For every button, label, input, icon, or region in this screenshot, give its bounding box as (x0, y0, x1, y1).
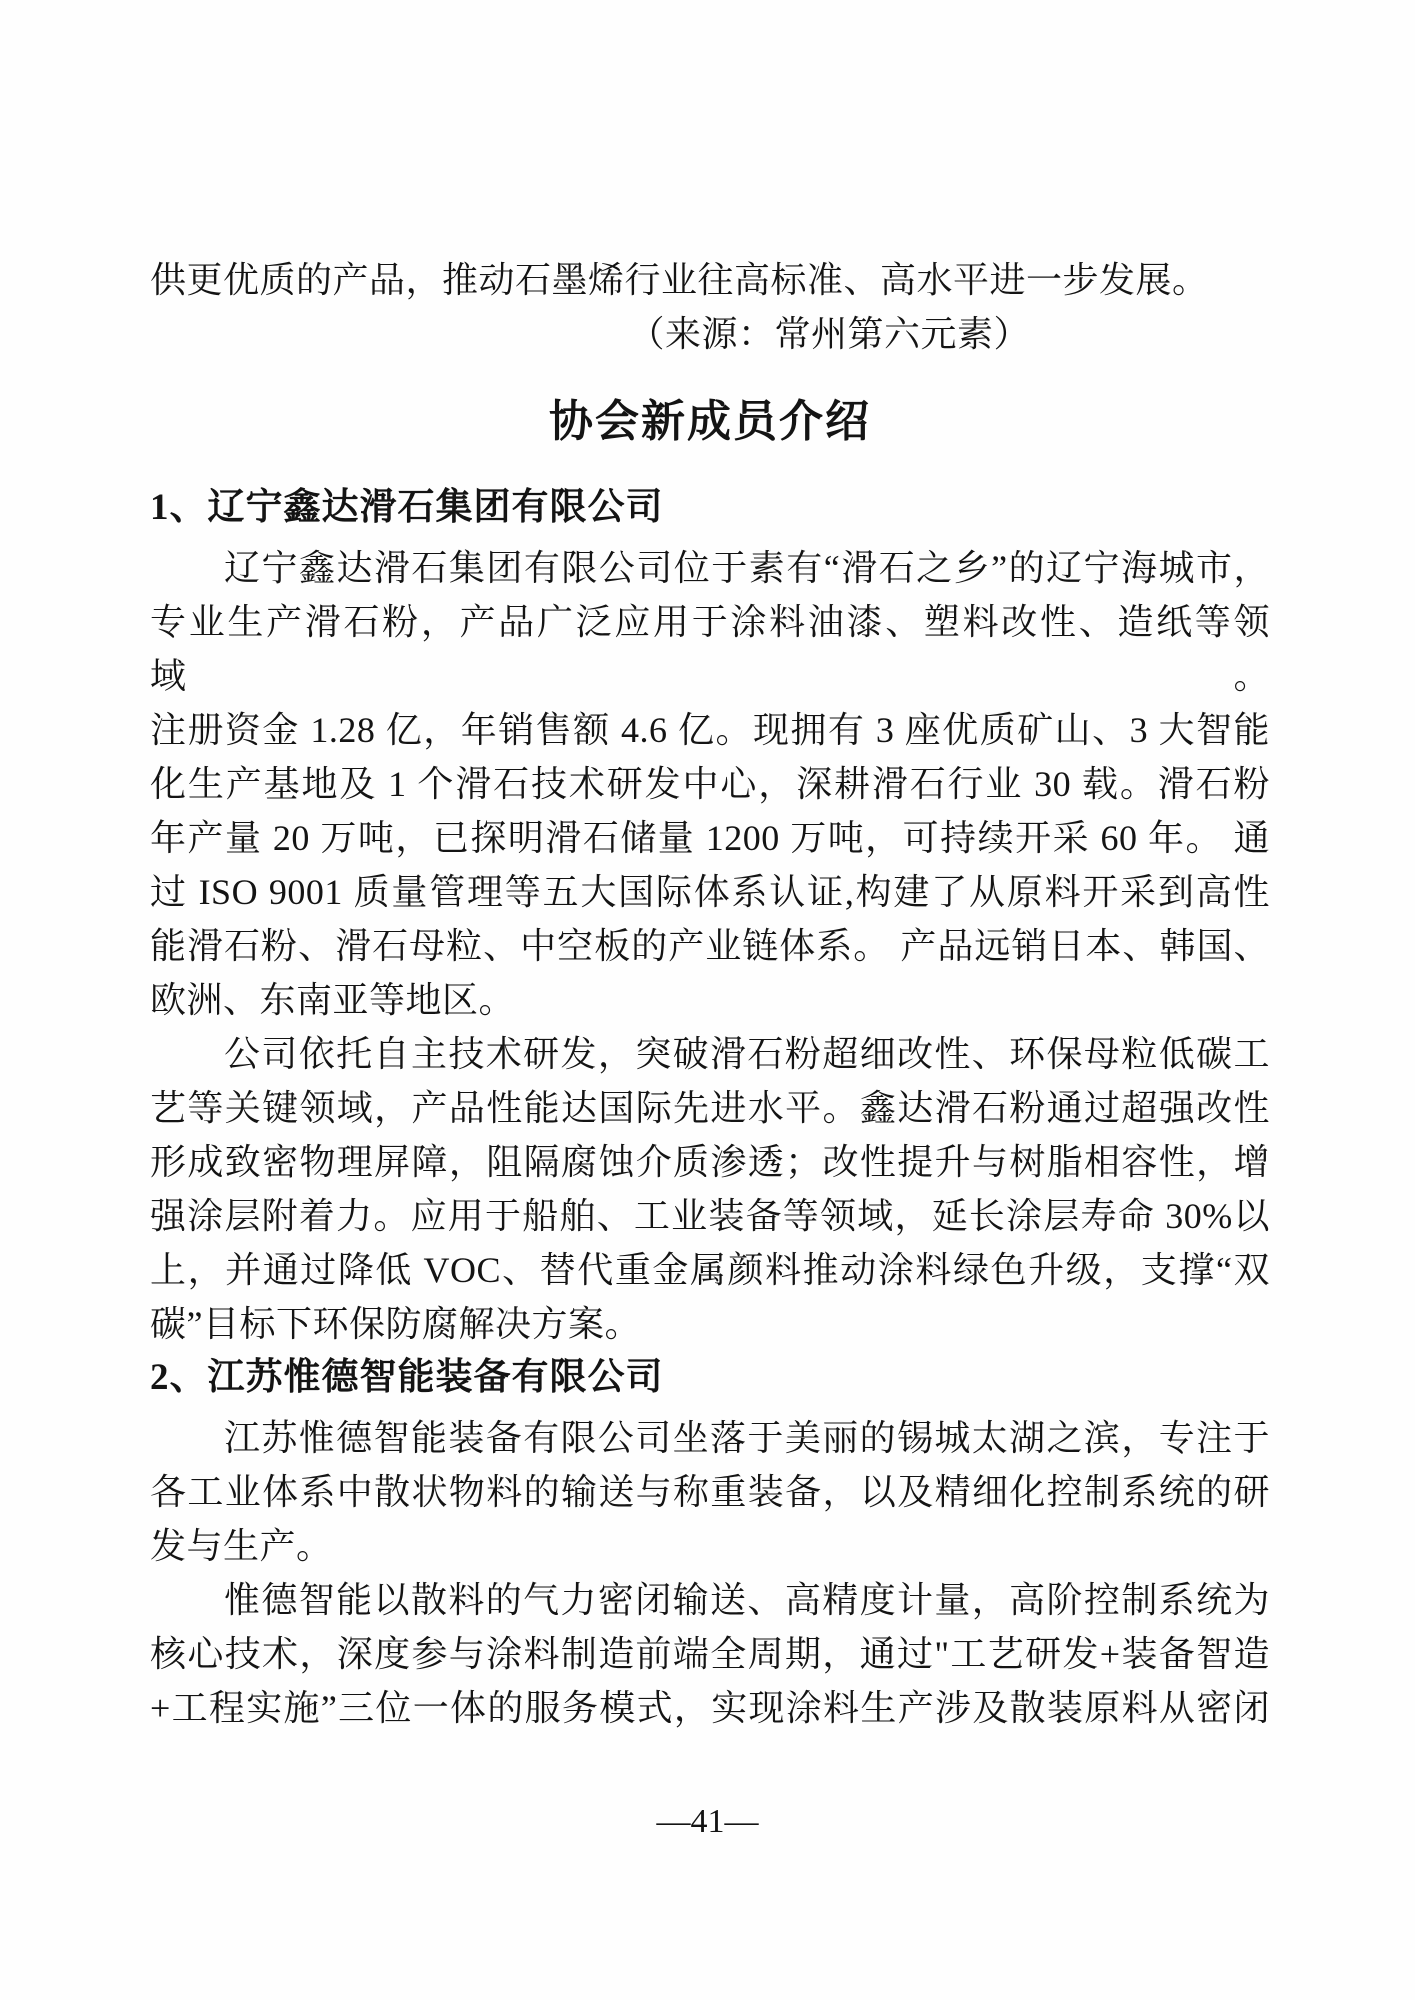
text-line: 发与生产。 (150, 1526, 333, 1566)
text-line: 欧洲、东南亚等地区。 (150, 980, 516, 1020)
text-line: 艺等关键领域，产品性能达国际先进水平。鑫达滑石粉通过超强改性 (150, 1088, 1270, 1128)
section-2 (150, 1351, 1270, 1735)
paragraph (150, 1411, 1270, 1573)
text-line: 强涂层附着力。应用于船舶、工业装备等领域，延长涂层寿命 30%以 (150, 1196, 1270, 1236)
section-heading: 1、辽宁鑫达滑石集团有限公司 (150, 487, 664, 528)
text-line: 核心技术，深度参与涂料制造前端全周期，通过"工艺研发+装备智造 (150, 1634, 1270, 1674)
intro-paragraph-line: 供更优质的产品，推动石墨烯行业往高标准、高水平进一步发展。 (150, 260, 1209, 300)
paragraph (150, 1027, 1270, 1351)
text-line: 碳”目标下环保防腐解决方案。 (150, 1304, 641, 1344)
text-line: 化生产基地及 1 个滑石技术研发中心，深耕滑石行业 30 载。滑石粉 (150, 764, 1270, 804)
paragraph (150, 541, 1270, 1027)
text-line: 能滑石粉、滑石母粒、中空板的产业链体系。 产品远销日本、韩国、 (150, 926, 1270, 966)
text-line: 过 ISO 9001 质量管理等五大国际体系认证,构建了从原料开采到高性 (150, 872, 1270, 912)
text-line: 江苏惟德智能装备有限公司坐落于美丽的锡城太湖之滨，专注于 (224, 1418, 1270, 1458)
paragraph (150, 1573, 1270, 1735)
text-line: +工程实施”三位一体的服务模式，实现涂料生产涉及散装原料从密闭 (150, 1688, 1270, 1728)
text-line: 各工业体系中散状物料的输送与称重装备，以及精细化控制系统的研 (150, 1472, 1270, 1512)
text-line: 上，并通过降低 VOC、替代重金属颜料推动涂料绿色升级，支撑“双 (150, 1250, 1270, 1290)
text-block (150, 253, 1270, 1735)
page-number: —41— (656, 1803, 759, 1840)
section-1 (150, 481, 1270, 1351)
text-line: 形成致密物理屏障，阻隔腐蚀介质渗透；改性提升与树脂相容性，增 (150, 1142, 1270, 1182)
text-line: 年产量 20 万吨，已探明滑石储量 1200 万吨，可持续开采 60 年。 通 (150, 818, 1270, 858)
text-line: 注册资金 1.28 亿，年销售额 4.6 亿。现拥有 3 座优质矿山、3 大智能 (150, 710, 1270, 750)
text-line: 公司依托自主技术研发，突破滑石粉超细改性、环保母粒低碳工 (224, 1034, 1270, 1074)
sections (150, 481, 1270, 1735)
text-line: 惟德智能以散料的气力密闭输送、高精度计量，高阶控制系统为 (224, 1580, 1270, 1620)
text-line: 专业生产滑石粉，产品广泛应用于涂料油漆、塑料改性、造纸等领域。 (150, 602, 1270, 696)
source-attribution: （来源：常州第六元素） (628, 314, 1030, 354)
page-title: 协会新成员介绍 (549, 397, 871, 446)
section-heading: 2、江苏惟德智能装备有限公司 (150, 1357, 664, 1398)
text-line: 辽宁鑫达滑石集团有限公司位于素有“滑石之乡”的辽宁海城市， (224, 548, 1270, 588)
